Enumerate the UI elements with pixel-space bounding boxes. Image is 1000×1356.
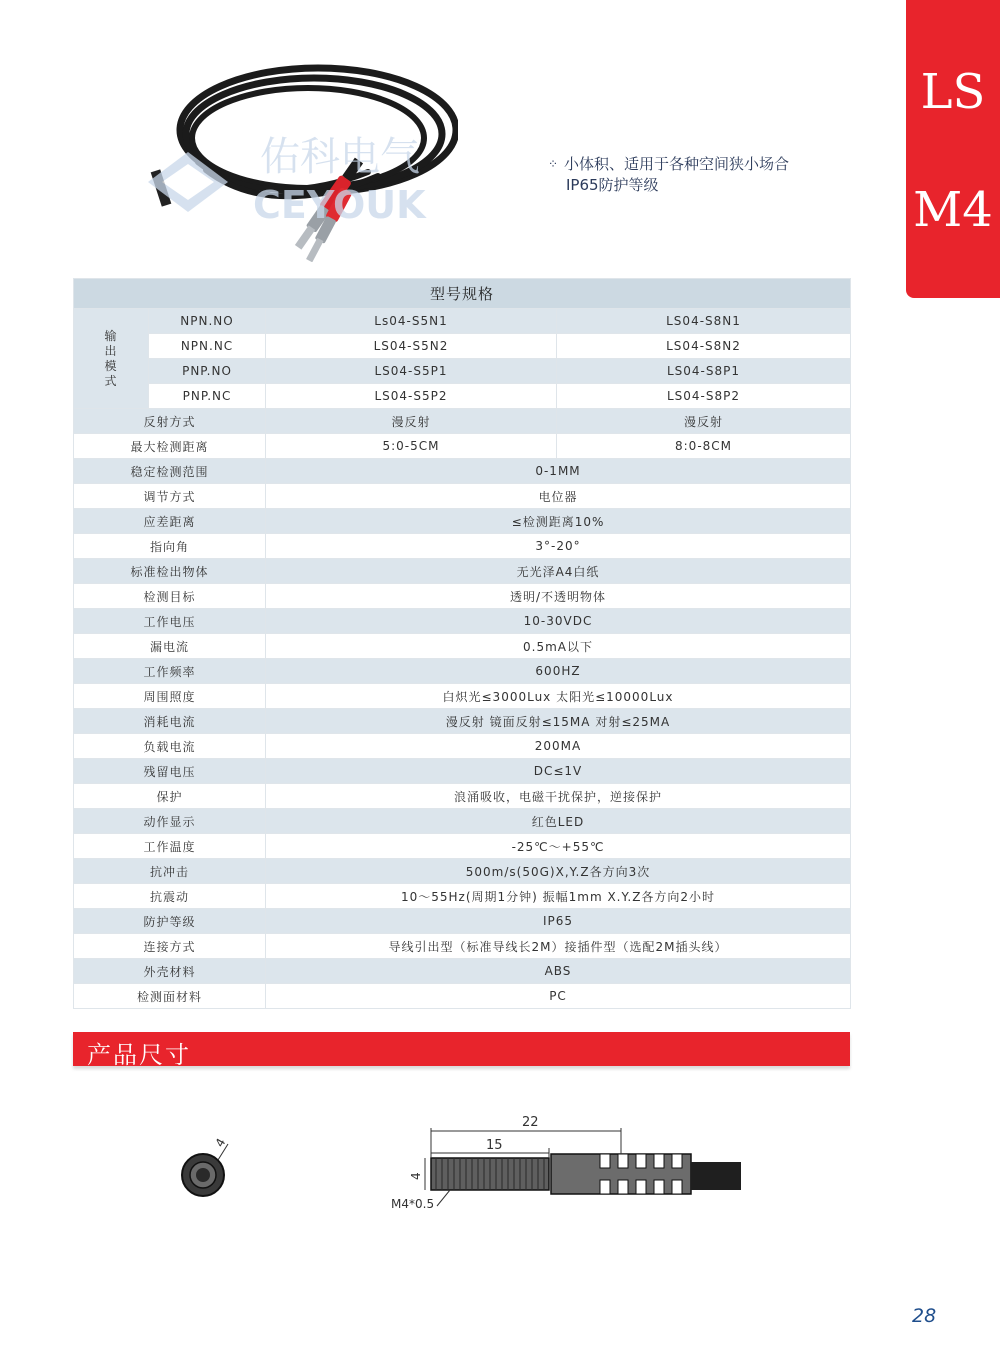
front-view (182, 1136, 228, 1196)
spec-value: DC≤1V (266, 759, 851, 784)
spec-label: 保护 (74, 784, 266, 809)
spec-row (74, 909, 851, 934)
watermark-logo-icon (148, 152, 228, 212)
spec-value: 0.5mA以下 (266, 634, 851, 659)
spec-label: 负载电流 (74, 734, 266, 759)
spec-label: 消耗电流 (74, 709, 266, 734)
spec-row (74, 559, 851, 584)
spec-row (74, 859, 851, 884)
series-label: LS (920, 64, 986, 120)
spec-rows (74, 459, 851, 1009)
spec-value: -25℃～+55℃ (266, 834, 851, 859)
spec-value: 漫反射 镜面反射≤15MA 对射≤25MA (266, 709, 851, 734)
dimension-drawing (170, 1110, 770, 1220)
model-code: LS04-S8N2 (557, 334, 851, 359)
spec-value: 漫反射 (266, 409, 557, 434)
spec-row (74, 459, 851, 484)
spec-row (74, 534, 851, 559)
spec-label: 标准检出物体 (74, 559, 266, 584)
size-label: M4 (913, 182, 993, 238)
spec-label: 指向角 (74, 534, 266, 559)
spec-label: 应差距离 (74, 509, 266, 534)
model-code: LS04-S5N2 (266, 334, 557, 359)
spec-label: 动作显示 (74, 809, 266, 834)
spec-row (74, 509, 851, 534)
spec-value: 200MA (266, 734, 851, 759)
spec-row (74, 834, 851, 859)
thread-spec-label: M4*0.5 (391, 1197, 435, 1211)
model-row-label: NPN.NC (149, 334, 266, 359)
spec-row (74, 759, 851, 784)
spec-row (74, 584, 851, 609)
spec-label: 残留电压 (74, 759, 266, 784)
spec-label: 抗冲击 (74, 859, 266, 884)
total-length-label: 22 (522, 1115, 539, 1130)
spec-value: 5:0-5CM (266, 434, 557, 459)
product-image (128, 52, 458, 262)
spec-value: 3°-20° (266, 534, 851, 559)
spec-label: 工作电压 (74, 609, 266, 634)
spec-row (74, 959, 851, 984)
model-row-label: PNP.NC (149, 384, 266, 409)
side-view (391, 1115, 741, 1211)
section-title: 产品尺寸 (87, 1041, 191, 1069)
spec-table-title: 型号规格 (74, 279, 851, 309)
spec-label: 工作温度 (74, 834, 266, 859)
model-code: LS04-S8P2 (557, 384, 851, 409)
spec-label: 抗震动 (74, 884, 266, 909)
spec-value: 浪涌吸收，电磁干扰保护，逆接保护 (266, 784, 851, 809)
spec-value: 无光泽A4白纸 (266, 559, 851, 584)
spec-row (74, 684, 851, 709)
thread-length-label: 15 (486, 1138, 503, 1153)
bullet-icon: ⁘ (548, 157, 559, 171)
spec-value: 白炽光≤3000Lux 太阳光≤10000Lux (266, 684, 851, 709)
model-code: LS04-S8N1 (557, 309, 851, 334)
spec-row (74, 609, 851, 634)
spec-label: 外壳材料 (74, 959, 266, 984)
spec-label: 稳定检测范围 (74, 459, 266, 484)
spec-value: ≤检测距离10% (266, 509, 851, 534)
feature-size: 小体积、适用于各种空间狭小场合 (564, 155, 790, 173)
spec-row (74, 784, 851, 809)
spec-row (74, 709, 851, 734)
watermark-en: CEYOUK (253, 183, 426, 227)
watermark-cn: 佑科电气 (260, 134, 420, 180)
output-mode-label: 输 出 模 式 (74, 309, 149, 409)
model-row-label: NPN.NO (149, 309, 266, 334)
spec-value: 10～55Hz(周期1分钟) 振幅1mm X.Y.Z各方向2小时 (266, 884, 851, 909)
series-side-tab (906, 0, 1000, 298)
spec-value: 8:0-8CM (557, 434, 851, 459)
spec-row (74, 884, 851, 909)
spec-row (74, 634, 851, 659)
section-header (73, 1032, 850, 1069)
body-diameter-label: 4 (409, 1172, 423, 1180)
spec-label: 工作频率 (74, 659, 266, 684)
spec-value: PC (266, 984, 851, 1009)
spec-row (74, 809, 851, 834)
model-code: LS04-S5P2 (266, 384, 557, 409)
spec-value: 漫反射 (557, 409, 851, 434)
spec-row (74, 934, 851, 959)
spec-value: IP65 (266, 909, 851, 934)
spec-value: 600HZ (266, 659, 851, 684)
feature-list (548, 154, 789, 196)
spec-row (74, 659, 851, 684)
spec-row (74, 734, 851, 759)
spec-label: 检测目标 (74, 584, 266, 609)
spec-value: 电位器 (266, 484, 851, 509)
spec-value: ABS (266, 959, 851, 984)
spec-label: 反射方式 (74, 409, 266, 434)
spec-label: 最大检测距离 (74, 434, 266, 459)
spec-label: 周围照度 (74, 684, 266, 709)
page-number: 28 (912, 1305, 937, 1327)
spec-value: 导线引出型（标准导线长2M）接插件型（选配2M插头线） (266, 934, 851, 959)
spec-value: 红色LED (266, 809, 851, 834)
model-code: LS04-S5P1 (266, 359, 557, 384)
spec-value: 透明/不透明物体 (266, 584, 851, 609)
spec-row (74, 984, 851, 1009)
spec-label: 防护等级 (74, 909, 266, 934)
spec-value: 500m/s(50G)X,Y.Z各方向3次 (266, 859, 851, 884)
spec-label: 调节方式 (74, 484, 266, 509)
model-code: Ls04-S5N1 (266, 309, 557, 334)
spec-label: 检测面材料 (74, 984, 266, 1009)
spec-label: 漏电流 (74, 634, 266, 659)
model-row-label: PNP.NO (149, 359, 266, 384)
front-diameter-label: 4 (212, 1135, 229, 1150)
spec-row (74, 484, 851, 509)
spec-label: 连接方式 (74, 934, 266, 959)
model-code: LS04-S8P1 (557, 359, 851, 384)
spec-value: 10-30VDC (266, 609, 851, 634)
spec-value: 0-1MM (266, 459, 851, 484)
spec-table (73, 278, 851, 1009)
feature-ip: IP65防护等级 (566, 176, 659, 194)
